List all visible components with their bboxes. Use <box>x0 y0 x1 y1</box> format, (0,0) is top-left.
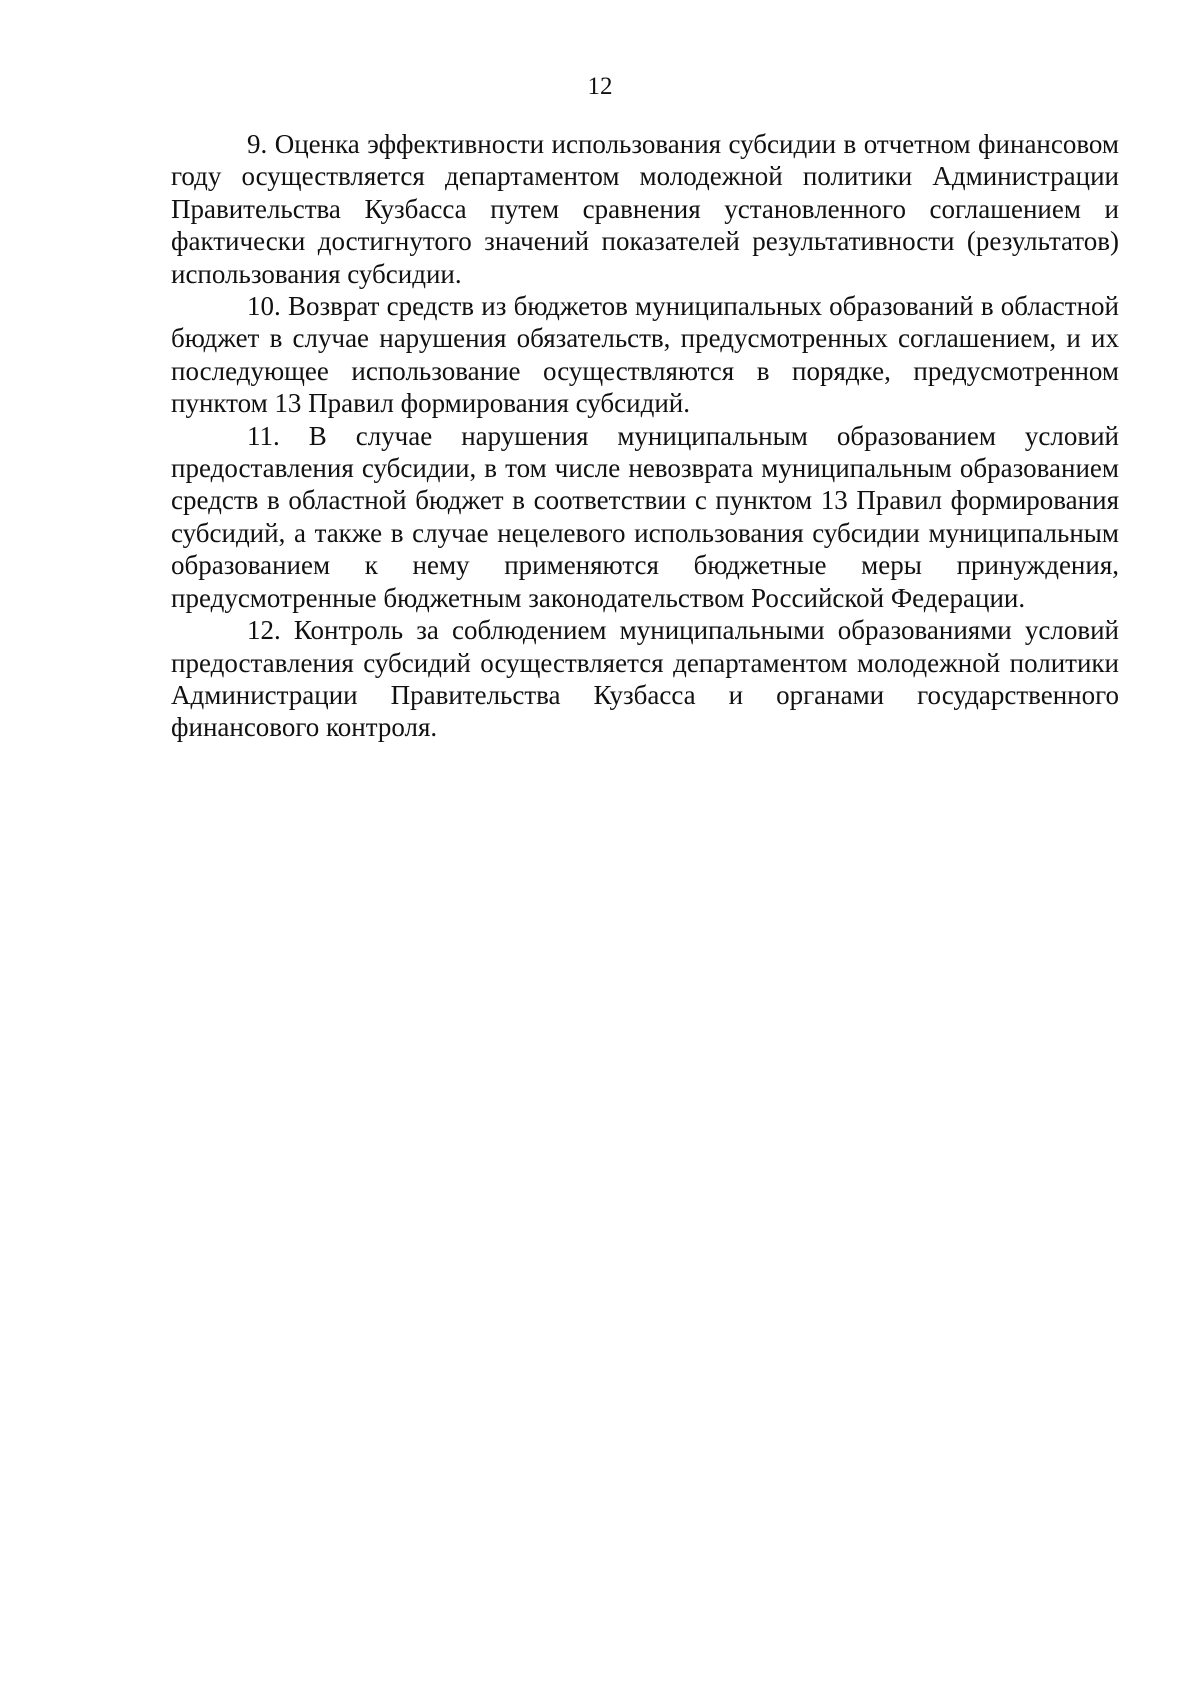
paragraph-11: 11. В случае нарушения муниципальным образованием условий предоставления субсидии, в том числе невозврата муниципальным образованием средств в областной бюджет в соответствии с пунктом 13 Правил формирования субсидий, а также в случае нецелевого использования субсидии муниципальным образованием к нему применяются бюджетные меры принуждения, предусмотренные бюджетным законодательством Российской Федерации. <box>171 420 1119 613</box>
paragraph-9: 9. Оценка эффективности использования субсидии в отчетном финансовом году осуществляется департаментом молодежной политики Администрации Правительства Кузбасса путем сравнения установленного соглашением и фактически достигнутого значений показателей результативности (результатов) использования субсидии. <box>171 129 1119 289</box>
page-number: 12 <box>587 73 613 100</box>
document-body <box>171 128 1119 744</box>
paragraph-12: 12. Контроль за соблюдением муниципальными образованиями условий предоставления субсидий осуществляется департаментом молодежной политики Администрации Правительства Кузбасса и органами государственного финансового контроля. <box>171 615 1119 743</box>
paragraph-10: 10. Возврат средств из бюджетов муниципальных образований в областной бюджет в случае нарушения обязательств, предусмотренных соглашением, и их последующее использование осуществляются в порядке, предусмотренном пунктом 13 Правил формирования субсидий. <box>171 291 1119 419</box>
